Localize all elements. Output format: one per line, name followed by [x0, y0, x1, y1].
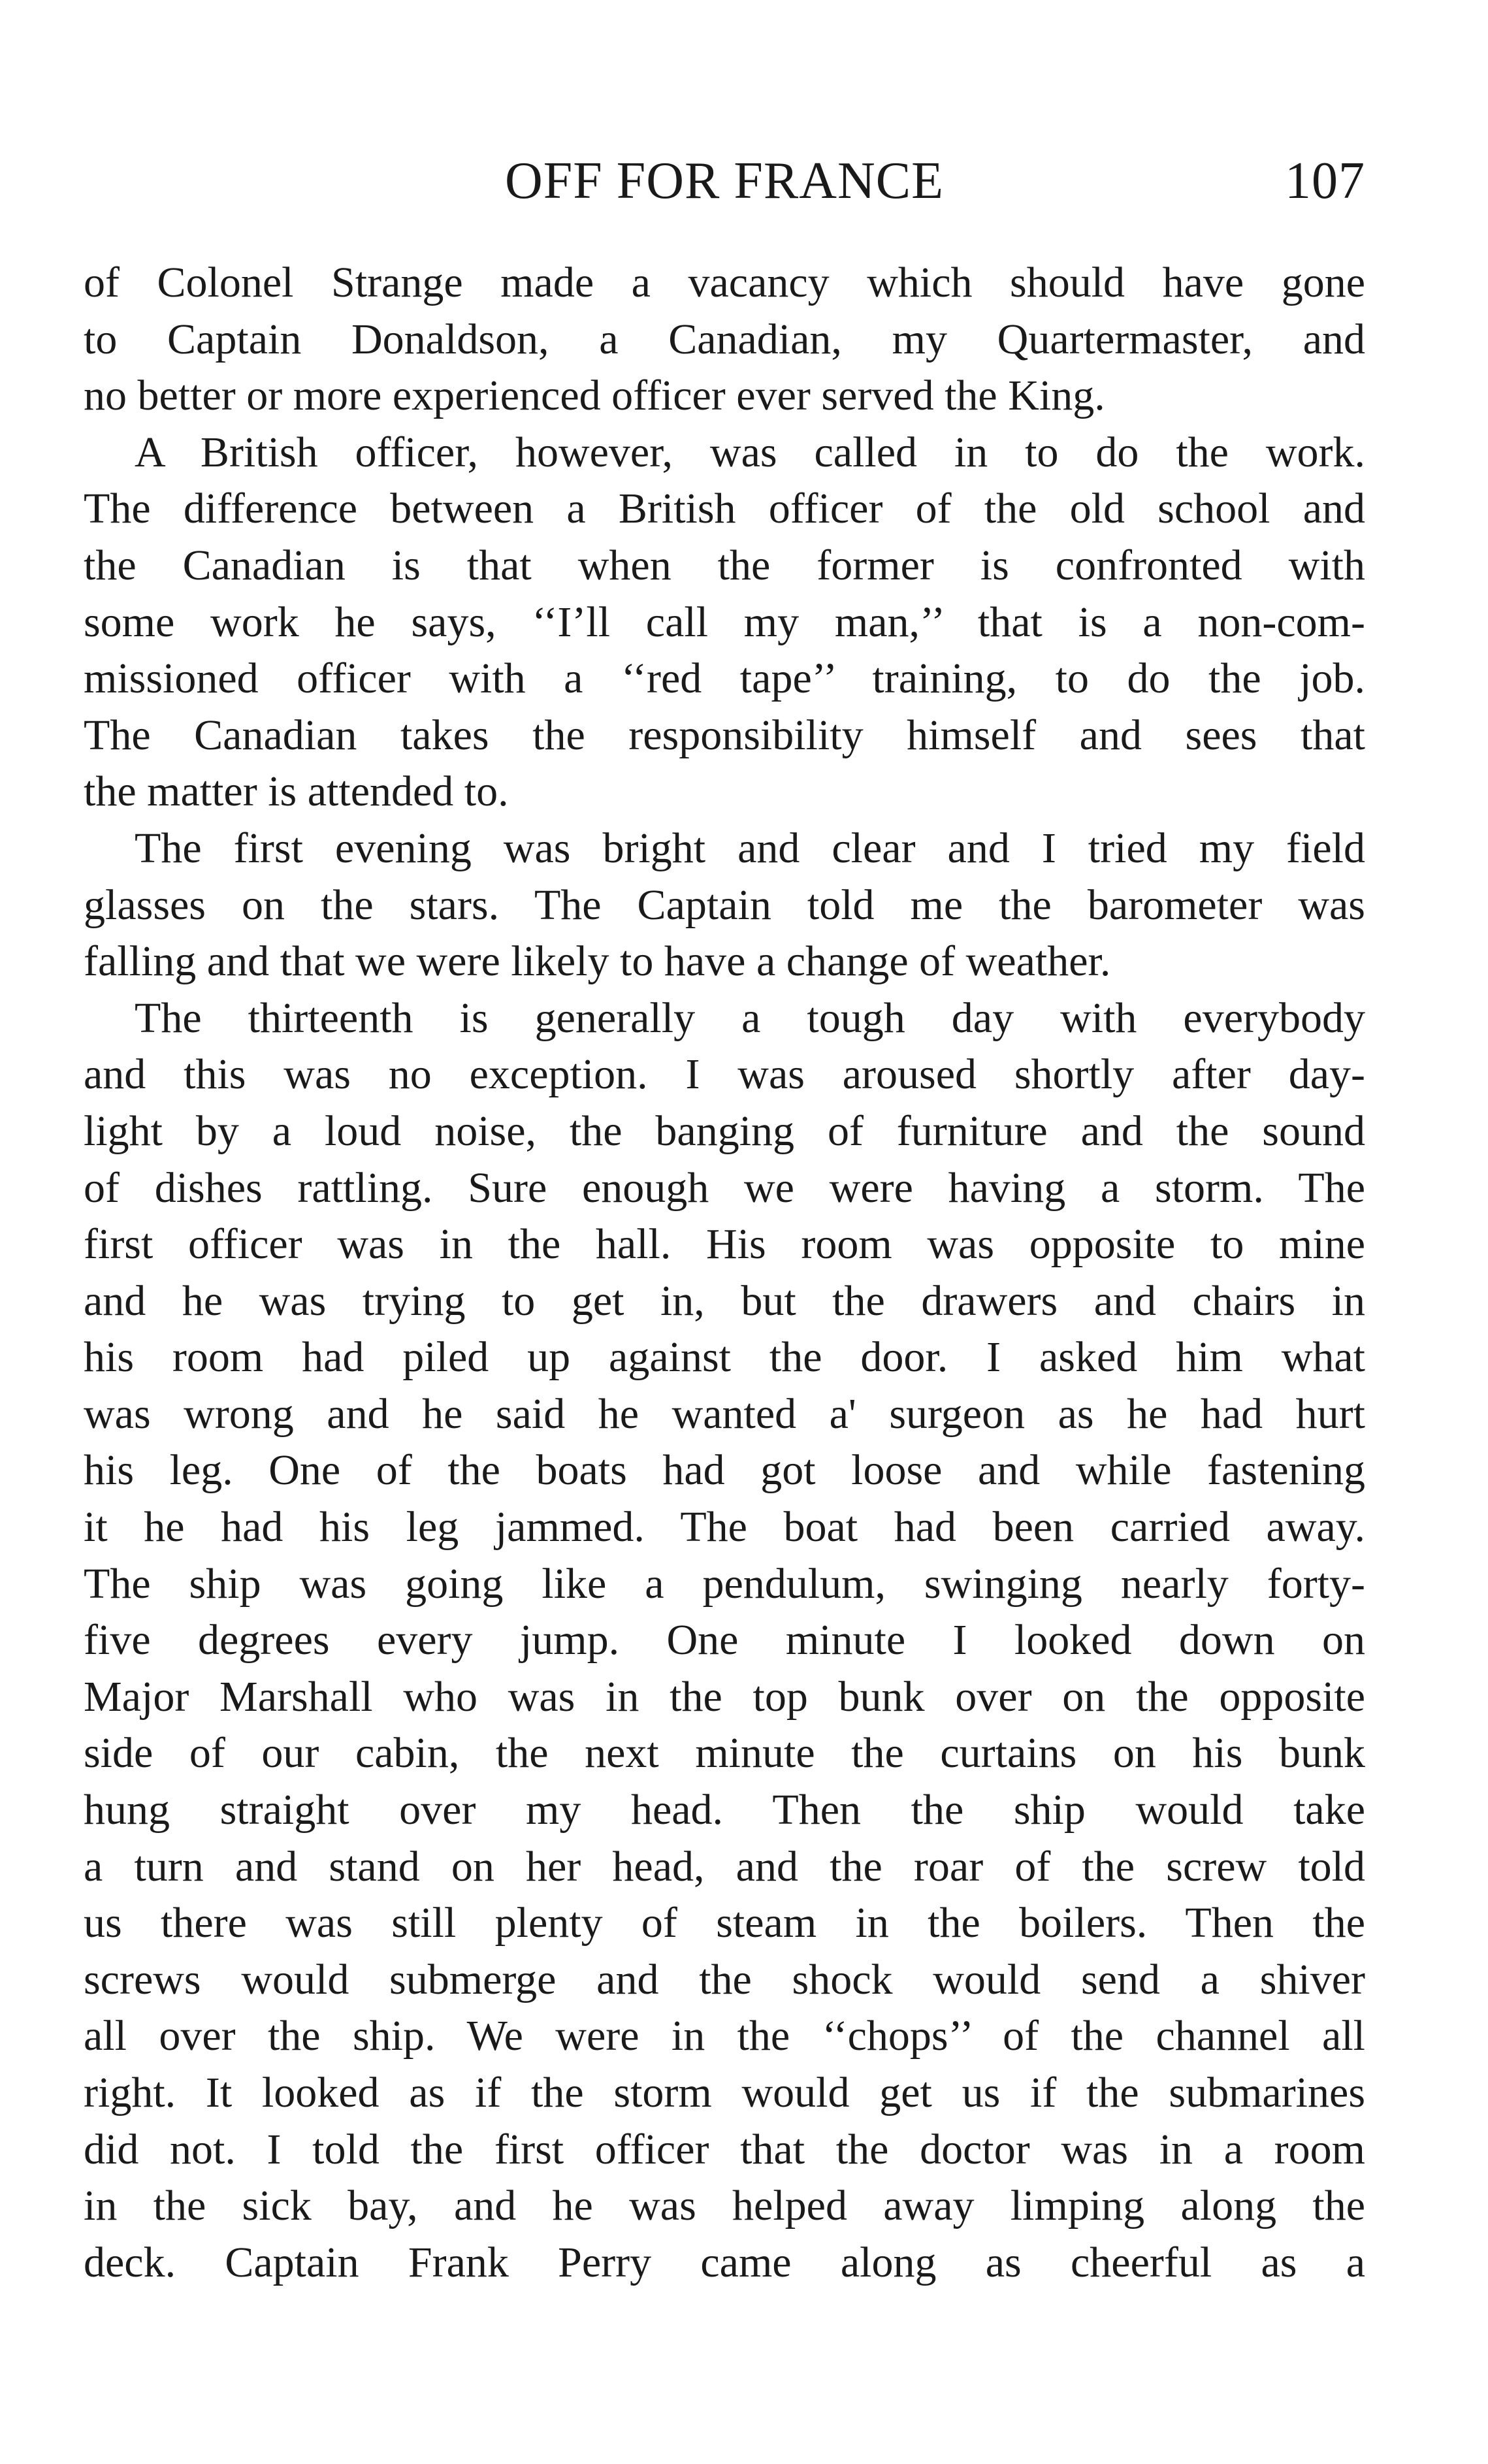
body-text [84, 255, 1365, 2291]
text-line: right. It looked as if the storm would get us if the submarines [84, 2069, 1365, 2116]
text-line: a turn and stand on her head, and the roar of the screw told [84, 1842, 1365, 1890]
text-line: The ship was going like a pendulum, swinging nearly forty- [84, 1559, 1365, 1608]
text-line: first officer was in the hall. His room was opposite to mine [84, 1220, 1365, 1269]
text-line: A British officer, however, was called in to do the work. [135, 428, 1365, 476]
text-line: falling and that we were likely to have a change of weather. [84, 937, 1111, 986]
text-line: side of our cabin, the next minute the curtains on his bunk [84, 1729, 1365, 1777]
text-line: five degrees every jump. One minute I looked down on [84, 1616, 1365, 1664]
text-line: and this was no exception. I was aroused shortly after day- [84, 1050, 1365, 1099]
text-line: did not. I told the first officer that the doctor was in a room [84, 2125, 1365, 2173]
text-line: of Colonel Strange made a vacancy which should have gone [84, 259, 1365, 306]
text-line: some work he says, ‘‘I’ll call my man,’’ that is a non-com- [84, 598, 1365, 646]
text-line: all over the ship. We were in the ‘‘chops’’ of the channel all [84, 2012, 1365, 2060]
running-head [84, 152, 1365, 210]
running-title: OFF FOR FRANCE [504, 152, 944, 210]
text-line: of dishes rattling. Sure enough we were having a storm. The [84, 1163, 1365, 1212]
text-line: screws would submerge and the shock would send a shiver [84, 1955, 1365, 2003]
text-line: was wrong and he said he wanted a' surgeon as he had hurt [84, 1389, 1365, 1438]
text-line: and he was trying to get in, but the drawers and chairs in [84, 1276, 1365, 1325]
text-line: his room had piled up against the door. I asked him what [84, 1333, 1365, 1382]
page-number: 107 [1285, 152, 1365, 210]
text-line: missioned officer with a ‘‘red tape’’ training, to do the job. [84, 655, 1365, 703]
text-line: glasses on the stars. The Captain told me the barometer was [84, 881, 1365, 929]
text-line: his leg. One of the boats had got loose and while fastening [84, 1446, 1365, 1495]
text-line: us there was still plenty of steam in the boilers. Then the [84, 1899, 1365, 1947]
text-line: it he had his leg jammed. The boat had been carried away. [84, 1503, 1365, 1551]
text-line: The Canadian takes the responsibility himself and sees that [84, 711, 1365, 759]
text-line: hung straight over my head. Then the ship would take [84, 1786, 1365, 1834]
text-line: The thirteenth is generally a tough day with everybody [135, 994, 1365, 1042]
text-line: deck. Captain Frank Perry came along as cheerful as a [84, 2238, 1365, 2286]
text-line: Major Marshall who was in the top bunk over on the opposite [84, 1672, 1365, 1721]
text-line: light by a loud noise, the banging of furniture and the sound [84, 1107, 1365, 1155]
text-line: The first evening was bright and clear and I tried my field [135, 824, 1365, 872]
text-line: the Canadian is that when the former is confronted with [84, 541, 1365, 589]
text-line: the matter is attended to. [84, 768, 509, 816]
text-line: in the sick bay, and he was helped away limping along the [84, 2182, 1365, 2230]
text-line: The difference between a British officer of the old school and [84, 485, 1365, 533]
text-line: to Captain Donaldson, a Canadian, my Quartermaster, and [84, 315, 1365, 363]
text-line: no better or more experienced officer ever served the King. [84, 372, 1105, 420]
